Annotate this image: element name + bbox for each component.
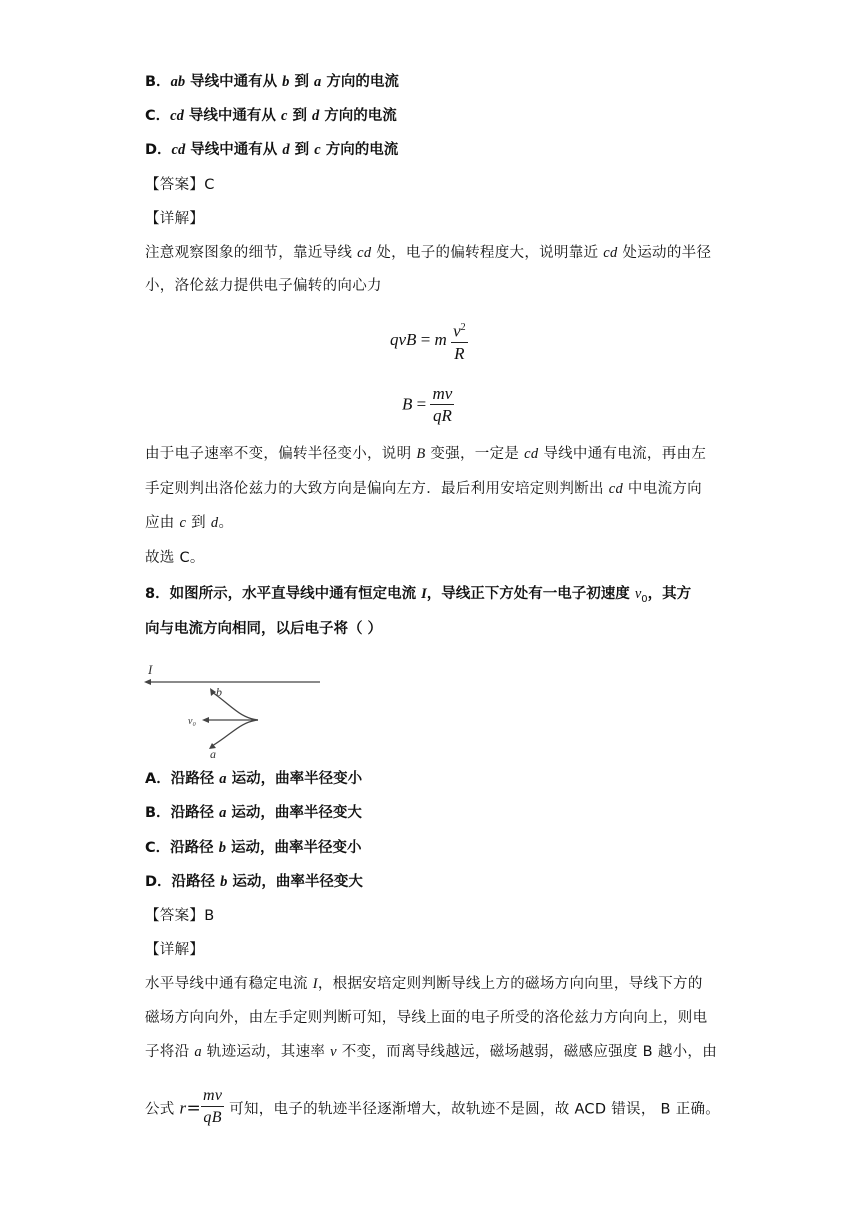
var: cd bbox=[171, 142, 186, 158]
var: B bbox=[416, 446, 426, 462]
question-8-line-2 bbox=[145, 619, 382, 639]
text: 导线中通有从 bbox=[185, 142, 283, 158]
var: a bbox=[219, 771, 227, 787]
var: I bbox=[421, 586, 427, 602]
text: 中电流方向 bbox=[623, 481, 702, 497]
text: ，导线正下方处有一电子初速度 bbox=[426, 586, 635, 602]
var: a bbox=[194, 1044, 202, 1060]
explain-prev-line-5 bbox=[145, 513, 233, 533]
option-label: B． bbox=[145, 74, 171, 90]
text: 方向的电流 bbox=[319, 108, 397, 124]
var: cd bbox=[524, 446, 539, 462]
var: c bbox=[314, 142, 321, 158]
num-v: v bbox=[453, 321, 461, 341]
text: 到 bbox=[287, 108, 312, 124]
explain-prev-line-4 bbox=[145, 479, 702, 499]
detail-label: 【详解】 bbox=[145, 942, 205, 958]
explain-q8-line-3 bbox=[145, 1042, 717, 1062]
text: 如图所示，水平直导线中通有恒定电流 bbox=[169, 586, 422, 602]
option-a bbox=[145, 769, 362, 789]
answer-value: C bbox=[204, 177, 215, 193]
option-c bbox=[145, 838, 362, 858]
text: 处运动的半径 bbox=[617, 245, 712, 261]
numerator: mv bbox=[432, 384, 453, 403]
option-label: B． bbox=[145, 805, 171, 821]
var: b bbox=[218, 840, 226, 856]
fraction bbox=[430, 384, 454, 427]
text: 不变，而离导线越远，磁场越弱，磁感应强度 B 越小，由 bbox=[336, 1044, 718, 1060]
path-a bbox=[212, 720, 258, 746]
text: 变强，一定是 bbox=[425, 446, 525, 462]
text: 由于电子速率不变，偏转半径变小，说明 bbox=[145, 446, 417, 462]
option-d bbox=[145, 872, 363, 892]
question-number: 8． bbox=[145, 586, 170, 602]
detail-prev-label bbox=[145, 209, 204, 229]
var: b bbox=[282, 74, 290, 90]
text: 到 bbox=[186, 515, 211, 531]
question-8-line-1 bbox=[145, 584, 691, 610]
text: 公式 bbox=[145, 1101, 180, 1118]
text: 。 bbox=[218, 515, 234, 531]
text: 可知，电子的轨迹半径逐渐增大，故轨迹不是圆，故 ACD 错误， B 正确。 bbox=[224, 1101, 721, 1118]
wire-electron-figure bbox=[140, 660, 330, 760]
denominator: R bbox=[454, 343, 465, 363]
text: 水平导线中通有稳定电流 bbox=[145, 976, 313, 992]
answer-value: B bbox=[204, 908, 215, 924]
denominator: qR bbox=[432, 406, 452, 425]
text: 沿路径 bbox=[170, 771, 220, 787]
text: 导线中通有从 bbox=[185, 74, 283, 90]
text: 处，电子的偏转程度大，说明靠近 bbox=[371, 245, 604, 261]
var: c bbox=[179, 515, 187, 531]
text: 运动，曲率半径变大 bbox=[227, 874, 363, 890]
var: d bbox=[282, 142, 290, 158]
explain-prev-line-1 bbox=[145, 243, 711, 263]
answer-label: 【答案】 bbox=[145, 908, 205, 924]
var: d bbox=[312, 108, 320, 124]
denominator: qB bbox=[203, 1109, 222, 1126]
detail-q8-label bbox=[145, 940, 204, 960]
var: I bbox=[312, 976, 318, 992]
option-d-prev bbox=[145, 140, 398, 160]
answer-label: 【答案】 bbox=[145, 177, 205, 193]
eq-sign: = bbox=[186, 1098, 201, 1119]
text: 到 bbox=[289, 142, 315, 158]
eq-lhs: qvB bbox=[390, 330, 417, 350]
option-label: D． bbox=[145, 142, 172, 158]
var: v bbox=[634, 586, 642, 602]
text: 沿路径 bbox=[170, 840, 219, 856]
numerator: mv bbox=[201, 1086, 224, 1107]
text: 运动，曲率半径变小 bbox=[225, 840, 362, 856]
option-label: A． bbox=[145, 771, 171, 787]
option-b-prev bbox=[145, 72, 399, 92]
option-label: D． bbox=[145, 874, 172, 890]
text: 运动，曲率半径变小 bbox=[226, 771, 363, 787]
text: 导线中通有从 bbox=[183, 108, 281, 124]
text: 运动，曲率半径变大 bbox=[226, 805, 362, 821]
text: 方向的电流 bbox=[320, 142, 399, 158]
explain-q8-line-2 bbox=[145, 1008, 707, 1028]
label-a: a bbox=[210, 747, 216, 760]
velocity-arrow-icon bbox=[202, 717, 209, 723]
var: cd bbox=[603, 245, 618, 261]
text: ，其方 bbox=[647, 586, 692, 602]
explain-q8-line-1 bbox=[145, 974, 703, 994]
eq-sign: = bbox=[416, 330, 435, 350]
label-b: b bbox=[216, 685, 222, 699]
text: 注意观察图象的细节，靠近导线 bbox=[145, 245, 358, 261]
eq-lhs: B bbox=[402, 394, 413, 414]
current-arrow-icon bbox=[144, 679, 151, 685]
var: ab bbox=[170, 74, 186, 90]
text: 沿路径 bbox=[170, 805, 220, 821]
var: d bbox=[210, 515, 219, 531]
text: 手定则判出洛伦兹力的大致方向是偏向左方．最后利用安培定则判断出 bbox=[145, 481, 609, 497]
option-b bbox=[145, 803, 362, 823]
text: 向与电流方向相同，以后电子将（ ） bbox=[145, 621, 383, 637]
explain-prev-line-2 bbox=[145, 276, 382, 296]
explain-q8-line-4 bbox=[145, 1088, 720, 1131]
option-label: C． bbox=[145, 108, 171, 124]
text: 沿路径 bbox=[171, 874, 221, 890]
detail-label: 【详解】 bbox=[145, 211, 205, 227]
var: c bbox=[280, 108, 288, 124]
text: 导线中通有电流，再由左 bbox=[538, 446, 707, 462]
fraction bbox=[201, 1086, 224, 1129]
var: a bbox=[314, 74, 322, 90]
equation-2 bbox=[402, 384, 454, 427]
var: cd bbox=[170, 108, 184, 124]
superscript: 2 bbox=[460, 322, 466, 333]
label-v0: v₀ bbox=[188, 716, 196, 727]
var: b bbox=[220, 874, 228, 890]
option-label: C． bbox=[145, 840, 171, 856]
label-I: I bbox=[148, 662, 153, 677]
text: 小，洛伦兹力提供电子偏转的向心力 bbox=[145, 278, 382, 294]
text: 方向的电流 bbox=[321, 74, 399, 90]
text: 到 bbox=[289, 74, 315, 90]
numerator bbox=[451, 318, 468, 343]
text: 应由 bbox=[145, 515, 180, 531]
fraction bbox=[451, 318, 468, 365]
var: cd bbox=[357, 245, 372, 261]
text: 轨迹运动，其速率 bbox=[201, 1044, 331, 1060]
var: r bbox=[179, 1098, 187, 1118]
text: 子将沿 bbox=[145, 1044, 195, 1060]
explain-prev-line-6 bbox=[145, 548, 205, 568]
eq-sign: = bbox=[412, 394, 431, 414]
var: cd bbox=[608, 481, 624, 497]
eq-m: m bbox=[434, 330, 447, 350]
text: 磁场方向向外，由左手定则判断可知，导线上面的电子所受的洛伦兹力方向向上，则电 bbox=[145, 1010, 708, 1026]
var: a bbox=[219, 805, 227, 821]
text: ，根据安培定则判断导线上方的磁场方向向里，导线下方的 bbox=[317, 976, 703, 992]
explain-prev-line-3 bbox=[145, 444, 706, 464]
answer-q8 bbox=[145, 906, 214, 926]
text: 故选 C。 bbox=[145, 550, 205, 566]
equation-1 bbox=[390, 318, 468, 365]
var: v bbox=[330, 1044, 337, 1060]
option-c-prev bbox=[145, 106, 397, 126]
subscript: 0 bbox=[641, 593, 648, 605]
answer-prev bbox=[145, 175, 215, 195]
